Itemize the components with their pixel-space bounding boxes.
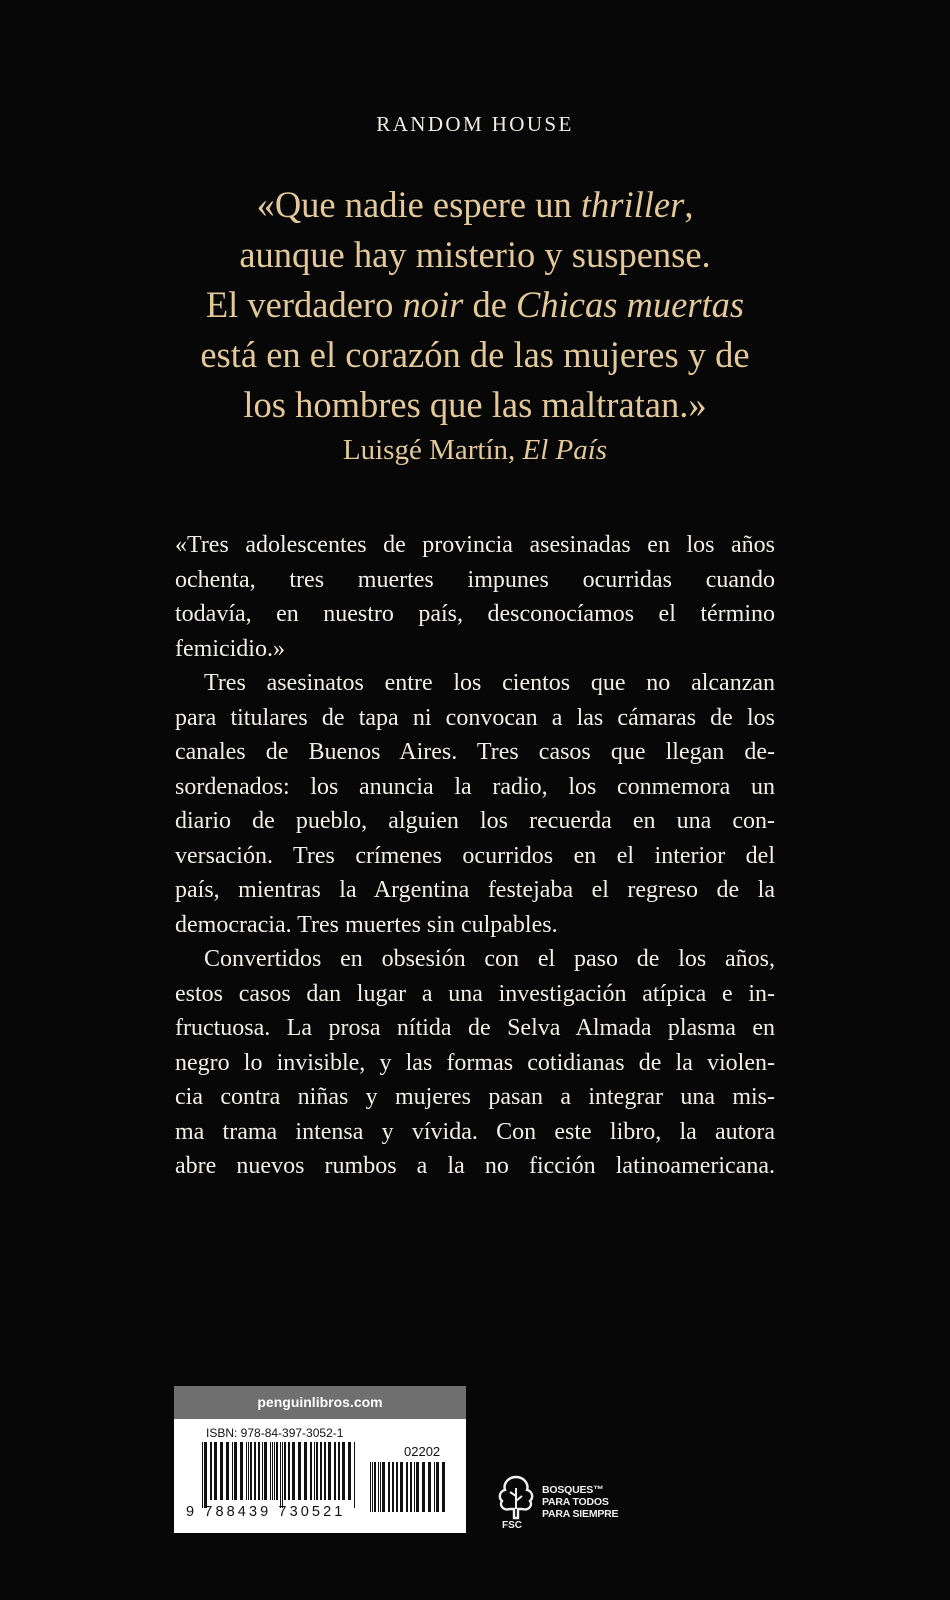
blurb-line: Tres asesinatos entre los cientos que no alcanzan <box>204 670 775 696</box>
blurb-line: para titulares de tapa ni convocan a las cámaras de los <box>175 704 775 731</box>
fsc-slogan-line: PARA SIEMPRE <box>542 1508 619 1520</box>
barcode-bar <box>422 1462 425 1512</box>
blurb-line: estos casos dan lugar a una investigación atípica e in- <box>175 980 775 1007</box>
barcode-bar <box>392 1462 394 1512</box>
blurb-paragraph-2 <box>175 666 775 942</box>
barcode-bar <box>280 1442 281 1508</box>
barcode-bar <box>292 1442 295 1500</box>
barcode-bar <box>436 1462 439 1512</box>
barcode-bar <box>416 1462 419 1512</box>
barcode-bar <box>250 1442 252 1500</box>
blurb-line: sordenados: los anuncia la radio, los conmemora un <box>175 773 775 800</box>
barcode-bar <box>334 1442 336 1500</box>
blurb-paragraph-1 <box>175 528 775 666</box>
quote-line-2: aunque hay misterio y suspense. <box>239 234 711 275</box>
barcode-bar <box>338 1442 340 1500</box>
blurb-line: versación. Tres crímenes ocurridos en el interior del <box>175 842 775 869</box>
barcode-bar <box>240 1442 243 1500</box>
barcode-bar <box>246 1442 247 1500</box>
barcode-bar <box>354 1442 355 1508</box>
blurb-line: abre nuevos rumbos a la no ficción latinoamericana. <box>175 1153 775 1179</box>
barcode-bar <box>314 1442 315 1500</box>
quote-italic: thriller <box>580 184 685 225</box>
barcode-bar <box>380 1462 381 1512</box>
barcode-bar <box>382 1462 385 1512</box>
barcode-bar <box>234 1442 237 1500</box>
barcode-bar <box>400 1462 403 1512</box>
blurb-line: democracia. Tres muertes sin culpables. <box>175 911 558 938</box>
barcode-bar <box>276 1442 278 1500</box>
fsc-slogan-line: PARA TODOS <box>542 1496 609 1508</box>
barcode-bar <box>232 1442 233 1500</box>
isbn-number: ISBN: 978-84-397-3052-1 <box>206 1426 344 1440</box>
quote-text: de <box>463 284 517 325</box>
barcode-bar <box>274 1442 275 1500</box>
blurb-line: «Tres adolescentes de provincia asesinadas en los años <box>175 532 775 558</box>
quote-text: «Que nadie espere un <box>256 184 581 225</box>
barcode-bar <box>324 1442 326 1500</box>
fsc-tree-icon <box>494 1474 538 1520</box>
publisher-website: penguinlibros.com <box>174 1386 466 1419</box>
book-blurb <box>175 528 775 1184</box>
barcode-bar <box>258 1442 260 1500</box>
press-quote <box>60 180 890 430</box>
barcode-bar <box>270 1442 271 1500</box>
quote-line-5: los hombres que las maltratan.» <box>243 384 707 425</box>
blurb-line: fructuosa. La prosa nítida de Selva Almada plasma en <box>175 1015 775 1041</box>
isbn-barcode-bars <box>202 1442 355 1508</box>
barcode-bar <box>406 1462 408 1512</box>
quote-line-4: está en el corazón de las mujeres y de <box>200 334 750 375</box>
addon-barcode-bars <box>370 1462 445 1512</box>
quote-attribution <box>0 434 950 467</box>
quote-text: , <box>684 184 694 225</box>
barcode-bar <box>348 1442 351 1500</box>
book-title: Chicas muertas <box>516 284 745 325</box>
quote-italic: noir <box>402 284 464 325</box>
blurb-line: negro lo invisible, y las formas cotidianas de la violen- <box>175 1049 775 1076</box>
blurb-paragraph-3 <box>175 942 775 1184</box>
barcode-bar <box>248 1442 249 1500</box>
barcode-bar <box>328 1442 331 1500</box>
blurb-line: femicidio.» <box>175 635 285 662</box>
barcode-bar <box>262 1442 263 1500</box>
barcode-bar <box>304 1442 307 1500</box>
barcode-bar <box>282 1442 283 1508</box>
blurb-line: diario de pueblo, alguien los recuerda en una con- <box>175 808 775 834</box>
quote-source: El País <box>522 434 608 466</box>
barcode-bar <box>288 1442 290 1500</box>
blurb-line: país, mientras la Argentina festejaba el regreso de la <box>175 877 775 903</box>
blurb-line: canales de Buenos Aires. Tres casos que llegan de- <box>175 739 775 765</box>
fsc-slogan <box>542 1484 618 1520</box>
fsc-label: FSC <box>502 1520 522 1531</box>
barcode-bar <box>254 1442 256 1500</box>
barcode-bar <box>434 1462 435 1512</box>
fsc-logo <box>494 1474 644 1534</box>
barcode-bar <box>370 1462 371 1512</box>
barcode-bar <box>210 1442 212 1500</box>
barcode-bar <box>226 1442 229 1500</box>
barcode-bar <box>284 1442 286 1500</box>
fsc-slogan-line: BOSQUES™ <box>542 1484 604 1496</box>
barcode-bar <box>428 1462 431 1512</box>
blurb-line: ma trama intensa y vívida. Con este libro, la autora <box>175 1118 775 1145</box>
quote-author: Luisgé Martín, <box>342 434 523 466</box>
barcode-bar <box>316 1442 318 1500</box>
barcode-digits: 9 788439 730521 <box>186 1504 346 1520</box>
barcode-bar <box>204 1442 207 1508</box>
barcode-bar <box>320 1442 322 1500</box>
barcode-bar <box>220 1442 223 1500</box>
barcode-bar <box>414 1462 415 1512</box>
barcode-bar <box>396 1462 398 1512</box>
barcode-bar <box>372 1462 373 1512</box>
quote-line-1 <box>60 180 890 230</box>
blurb-line: cia contra niñas y mujeres pasan a integrar una mis- <box>175 1084 775 1110</box>
barcode-bar <box>410 1462 412 1512</box>
publisher-name: RANDOM HOUSE <box>376 112 574 136</box>
blurb-line: Convertidos en obsesión con el paso de los años, <box>204 946 775 972</box>
barcode-bar <box>264 1442 267 1500</box>
barcode-addon-number: 02202 <box>404 1444 441 1459</box>
quote-line-3 <box>60 280 890 330</box>
barcode-bar <box>374 1462 376 1512</box>
barcode-bar <box>388 1462 390 1512</box>
barcode-bar <box>342 1442 345 1500</box>
barcode-bar <box>442 1462 445 1512</box>
quote-text: El verdadero <box>205 284 403 325</box>
barcode-box <box>174 1386 466 1533</box>
blurb-line: ochenta, tres muertes impunes ocurridas cuando <box>175 566 775 593</box>
barcode-bar <box>310 1442 312 1500</box>
barcode-bar <box>202 1442 203 1508</box>
blurb-line: todavía, en nuestro país, desconocíamos el término <box>175 601 775 627</box>
barcode-bar <box>272 1442 273 1500</box>
barcode-bar <box>298 1442 301 1500</box>
barcode-bar <box>378 1462 379 1512</box>
barcode-bar <box>214 1442 217 1500</box>
